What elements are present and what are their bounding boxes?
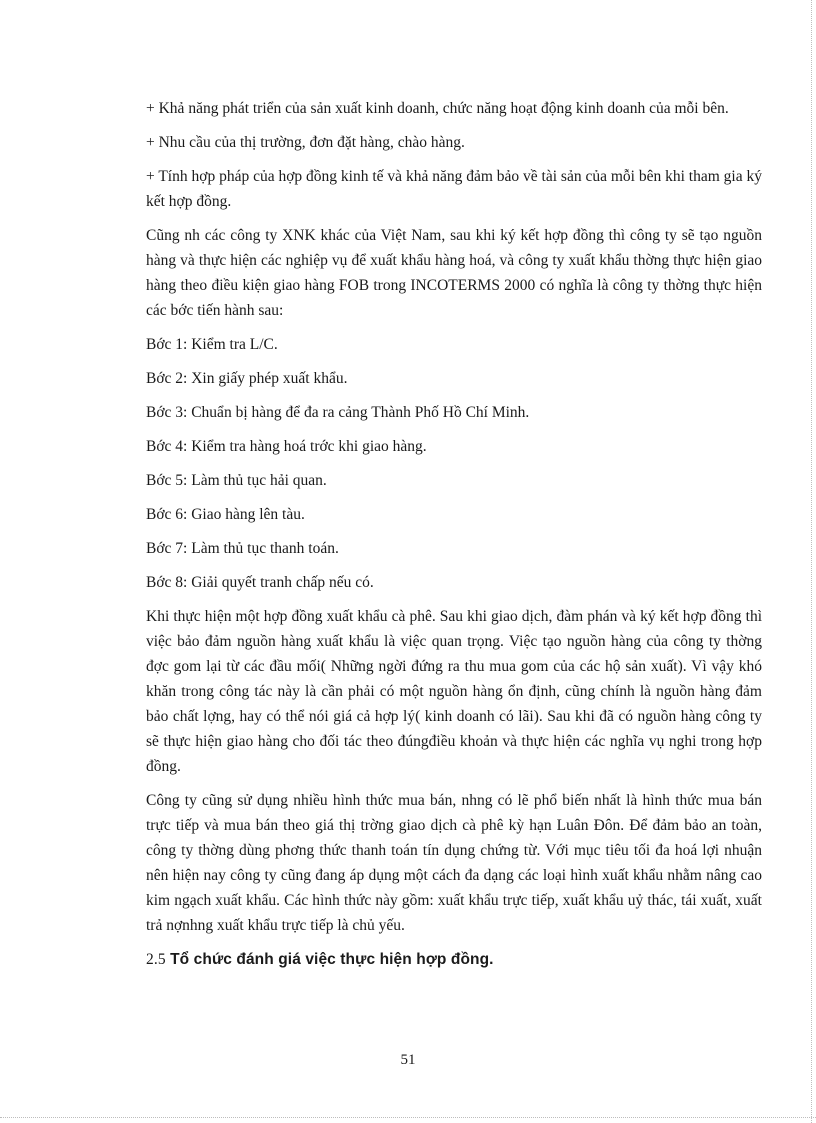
section-heading bbox=[146, 947, 762, 972]
step-item-3: Bớc 3: Chuẩn bị hàng để đa ra cảng Thành Phố Hồ Chí Minh. bbox=[146, 404, 530, 421]
step-item-7: Bớc 7: Làm thủ tục thanh toán. bbox=[146, 540, 339, 557]
paragraph-methods: Công ty cũng sử dụng nhiều hình thức mua bán, nhng có lẽ phổ biến nhất là hình thức mua bán trực tiếp và mua bán theo giá thị trờng giao dịch cà phê kỳ hạn Luân Đôn. Để đảm bảo an toàn, công ty thờng dùng phơng thức thanh toán tín dụng chứng từ. Với mục tiêu tối đa hoá lợi nhuận nên hiện nay công ty cũng đang áp dụng một cách đa dạng các loại hình xuất khẩu nhằm nâng cao kim ngạch xuất khẩu. Các hình thức này gồm: xuất khẩu trực tiếp, xuất khẩu uỷ thác, tái xuất, xuất trả nợnhng xuất khẩu trực tiếp là chủ yếu. bbox=[146, 792, 762, 934]
section-number: 2.5 bbox=[146, 951, 166, 968]
step-item-5: Bớc 5: Làm thủ tục hải quan. bbox=[146, 472, 327, 489]
paragraph-bullet-3: + Tính hợp pháp của hợp đồng kinh tế và khả năng đảm bảo về tài sản của mỗi bên khi tham gia ký kết hợp đồng. bbox=[146, 168, 762, 210]
step-item-1: Bớc 1: Kiểm tra L/C. bbox=[146, 336, 278, 353]
step-item-6: Bớc 6: Giao hàng lên tàu. bbox=[146, 506, 305, 523]
page-edge-right bbox=[811, 0, 812, 1123]
page-number: 51 bbox=[400, 1052, 416, 1068]
section-title: Tổ chức đánh giá việc thực hiện hợp đồng. bbox=[170, 951, 494, 968]
paragraph-intro: Cũng nh các công ty XNK khác của Việt Nam, sau khi ký kết hợp đồng thì công ty sẽ tạo nguồn hàng và thực hiện các nghiệp vụ để xuất khẩu hàng hoá, và công ty xuất khẩu thờng thực hiện giao hàng theo điều kiện giao hàng FOB trong INCOTERMS 2000 có nghĩa là công ty thờng thực hiện các bớc tiến hành sau: bbox=[146, 227, 762, 319]
page-edge-bottom bbox=[0, 1117, 816, 1118]
step-item-8: Bớc 8: Giải quyết tranh chấp nếu có. bbox=[146, 574, 374, 591]
paragraph-bullet-2: + Nhu cầu của thị trường, đơn đặt hàng, chào hàng. bbox=[146, 134, 465, 151]
paragraph-sourcing: Khi thực hiện một hợp đồng xuất khẩu cà phê. Sau khi giao dịch, đàm phán và ký kết hợp đồng thì việc bảo đảm nguồn hàng xuất khẩu là việc quan trọng. Việc tạo nguồn hàng của công ty thờng đợc gom lại từ các đầu mối( Những ngời đứng ra thu mua gom của các hộ sản xuất). Vì vậy khó khăn trong công tác này là cần phải có một nguồn hàng ổn định, cũng chính là nguồn hàng đảm bảo chất lợng, hay có thể nói giá cả hợp lý( kinh doanh có lãi). Sau khi đã có nguồn hàng công ty sẽ thực hiện giao hàng cho đối tác theo đúngđiều khoản và thực hiện các nghĩa vụ nghi trong hợp đồng. bbox=[146, 608, 762, 775]
page-body bbox=[146, 96, 762, 988]
step-item-4: Bớc 4: Kiểm tra hàng hoá trớc khi giao hàng. bbox=[146, 438, 427, 455]
step-item-2: Bớc 2: Xin giấy phép xuất khẩu. bbox=[146, 370, 348, 387]
paragraph-bullet-1: + Khả năng phát triển của sản xuất kinh doanh, chức năng hoạt động kinh doanh của mỗi bên. bbox=[146, 100, 729, 117]
